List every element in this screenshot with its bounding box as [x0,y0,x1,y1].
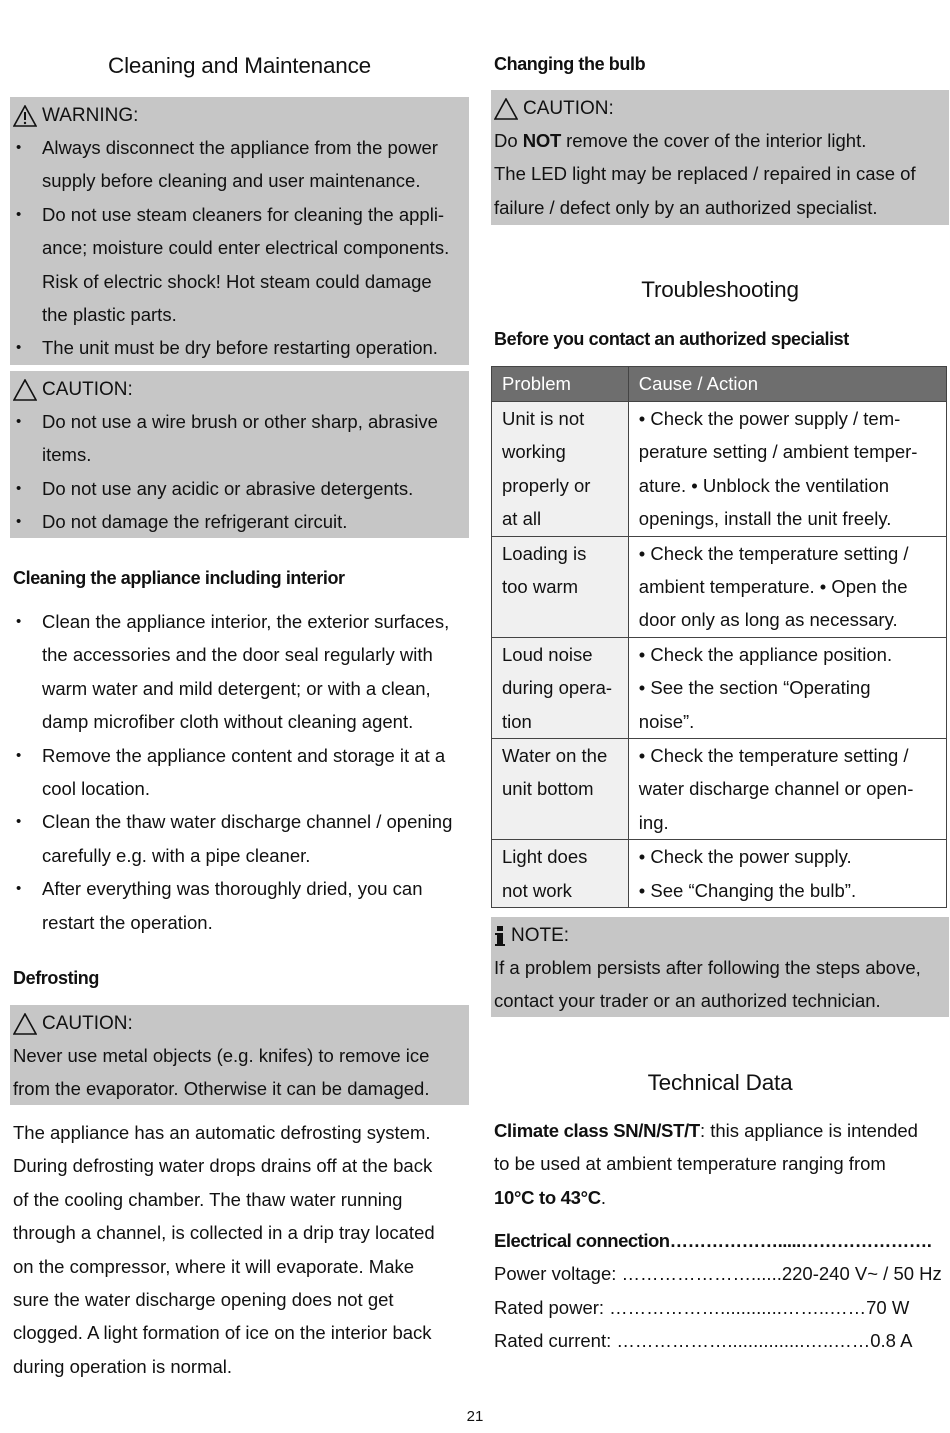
info-icon [494,925,506,947]
electrical-connection [494,1224,949,1358]
defrost-text-line: of the cooling chamber. The thaw water running [13,1188,403,1210]
bulb-caution-line-1 [494,124,949,157]
note-header [494,921,949,951]
caution-header [494,94,949,124]
warning-list [13,131,469,365]
defrost-text-line: The appliance has an automatic defrosting system. [13,1122,431,1143]
climate-line-1 [494,1114,949,1147]
action-line: • Check the appliance position. [638,643,893,665]
cleaning-item-3-cont: carefully e.g. with a pipe cleaner. [42,844,311,866]
defrost-text-line: on the compressor, where it will evaporate. Make [13,1255,415,1277]
action-cell [628,637,946,738]
table-row [492,637,947,738]
caution-box-bulb [491,90,949,225]
problem-line: Unit is not [502,408,585,429]
bulb-caution-line: The LED light may be replaced / repaired in case of [494,163,916,185]
caution-box-defrost [10,1005,469,1105]
caution-label: CAUTION: [523,98,614,119]
caution-item-1-cont: items. [42,444,92,466]
action-line: perature setting / ambient temper- [638,441,918,463]
caution-item-2: • Do not use any acidic or abrasive detergents. [13,472,469,505]
problem-cell [492,637,629,738]
warning-item-1-cont: supply before cleaning and user maintenance. [42,170,421,192]
table-row [492,536,947,637]
problem-cell [492,840,629,908]
climate-class-label: Climate class SN/N/ST/T [494,1120,700,1141]
troubleshooting-heading: Before you contact an authorized specialist [494,329,849,349]
defrost-caution-line: from the evaporator. Otherwise it can be damaged. [13,1078,430,1100]
action-line: • Check the power supply / tem- [638,408,901,429]
problem-cell [492,739,629,840]
note-label: NOTE: [511,925,570,946]
caution-item-1: • Do not use a wire brush or other sharp, abrasive [13,405,469,438]
caution-box-cleaning [10,371,469,538]
warning-item-3: • The unit must be dry before restarting operation. [13,331,469,364]
problem-line: working [502,441,566,463]
action-line: noise”. [638,710,695,732]
action-line: openings, install the unit freely. [638,508,892,530]
rated-current: Rated current: ………………...............…..……0.8 A [494,1330,913,1352]
action-line: ing. [638,811,669,833]
cleaning-item-4: • After everything was thoroughly dried, you can [13,872,469,905]
cleaning-item-2-cont: cool location. [42,777,150,799]
caution-triangle-icon [494,98,518,120]
defrost-text-line: During defrosting water drops drains off at the back [13,1155,433,1177]
problem-line: not work [502,879,572,901]
warning-item-2-cont: ance; moisture could enter electrical components. [42,237,450,259]
problem-cell [492,402,629,537]
technical-data-title: Technical Data [647,1070,793,1095]
warning-item-2-cont: Risk of electric shock! Hot steam could damage [42,270,432,292]
cleaning-item-1: • Clean the appliance interior, the exterior surfaces, [13,605,469,638]
problem-column-header: Problem [492,367,629,402]
electrical-heading: Electrical connection……………….....…………………. [494,1230,932,1251]
warning-item-2: • Do not use steam cleaners for cleaning the appli- [13,198,469,231]
action-line: ambient temperature. • Open the [638,576,908,598]
warning-item-1: • Always disconnect the appliance from the power [13,131,469,164]
cleaning-list [13,605,469,939]
cleaning-item-3: • Clean the thaw water discharge channel / opening [13,805,469,838]
action-line: door only as long as necessary. [638,609,898,631]
changing-bulb-heading: Changing the bulb [494,54,646,74]
action-line: • See the section “Operating [638,677,871,699]
defrost-text-line: sure the water discharge opening does not get [13,1288,394,1310]
problem-line: Water on the [502,745,608,767]
defrost-paragraph [13,1116,469,1383]
table-header-row [492,367,947,402]
action-cell [628,739,946,840]
defrosting-heading: Defrosting [13,968,100,988]
warning-item-2-cont: the plastic parts. [42,303,177,325]
problem-line: Loud noise [502,643,593,665]
action-line: water discharge channel or open- [638,778,914,800]
action-cell [628,840,946,908]
problem-line: tion [502,710,532,732]
problem-line: during opera- [502,677,613,699]
note-line: contact your trader or an authorized technician. [494,990,881,1012]
climate-class-paragraph [494,1114,949,1214]
defrost-text-line: during operation is normal. [13,1355,233,1377]
action-line: • Check the power supply. [638,846,852,868]
problem-line: unit bottom [502,778,594,800]
temperature-range: 10°C to 43°C [494,1186,601,1208]
climate-line-2: to be used at ambient temperature ranging from [494,1153,886,1175]
action-column-header: Cause / Action [628,367,946,402]
troubleshooting-table [491,366,947,908]
caution-label: CAUTION: [42,1013,133,1034]
table-row [492,739,947,840]
cleaning-item-2: • Remove the appliance content and storage it at a [13,739,469,772]
action-line: • Check the temperature setting / [638,745,909,767]
table-row [492,402,947,537]
action-line: • See “Changing the bulb”. [638,879,857,901]
warning-label: WARNING: [42,105,139,126]
cleaning-item-1-cont: warm water and mild detergent; or with a clean, [42,677,431,699]
action-cell [628,402,946,537]
cleaning-item-1-cont: damp microfiber cloth without cleaning agent. [42,711,414,733]
problem-line: Light does [502,846,588,868]
caution-header [13,1009,469,1039]
cleaning-item-1-cont: the accessories and the door seal regularly with [42,644,433,666]
climate-class-text: : this appliance is intended [699,1120,918,1141]
defrost-text-line: through a channel, is collected in a drip tray located [13,1222,435,1244]
problem-line: properly or [502,474,591,496]
defrost-caution-line: Never use metal objects (e.g. knifes) to remove ice [13,1045,430,1066]
caution-triangle-icon [13,379,37,401]
note-line: If a problem persists after following the steps above, [494,957,921,978]
cleaning-item-4-cont: restart the operation. [42,911,213,933]
rated-power: Rated power: ………………............……..……70 W [494,1296,910,1318]
note-box [491,917,949,1017]
caution-triangle-icon [13,1013,37,1035]
cleaning-heading: Cleaning the appliance including interior [13,568,345,588]
bulb-caution-line: failure / defect only by an authorized specialist. [494,196,878,218]
problem-line: too warm [502,576,579,598]
problem-cell [492,536,629,637]
action-line: • Check the temperature setting / [638,542,909,564]
bulb-caution-post: remove the cover of the interior light. [560,130,867,151]
bulb-caution-pre: Do [494,130,523,151]
problem-line: at all [502,508,542,530]
warning-box [10,97,469,365]
period: . [600,1186,606,1208]
power-voltage: Power voltage: …………………......220-240 V~ / 50 Hz [494,1263,942,1285]
caution-header [13,375,469,405]
caution-label: CAUTION: [42,379,133,400]
troubleshooting-title: Troubleshooting [641,277,799,302]
bulb-caution-not: NOT [522,130,561,151]
cleaning-maintenance-title: Cleaning and Maintenance [108,53,371,78]
action-cell [628,536,946,637]
action-line: ature. • Unblock the ventilation [638,474,889,496]
table-row [492,840,947,908]
climate-line-3 [494,1181,949,1214]
problem-line: Loading is [502,542,587,564]
defrost-text-line: clogged. A light formation of ice on the interior back [13,1322,432,1344]
warning-header [13,101,469,131]
page-number: 21 [466,1408,484,1425]
caution-item-3: • Do not damage the refrigerant circuit. [13,505,469,538]
warning-triangle-icon [13,105,37,127]
